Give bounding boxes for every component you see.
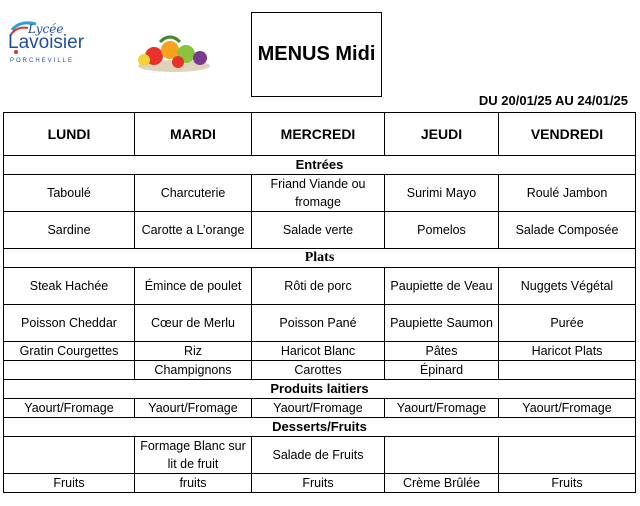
menu-cell: Poisson Pané	[252, 305, 385, 342]
section-row-plats	[4, 249, 636, 268]
menu-cell: Épinard	[385, 361, 499, 380]
table-row	[4, 175, 636, 212]
day-header: JEUDI	[385, 113, 499, 156]
menu-cell: Champignons	[135, 361, 252, 380]
day-header: MERCREDI	[252, 113, 385, 156]
menu-cell: Friand Viande ou fromage	[252, 175, 385, 212]
table-row	[4, 437, 636, 474]
menu-cell: Charcuterie	[135, 175, 252, 212]
menu-cell: Rôti de porc	[252, 268, 385, 305]
menu-cell: Poisson Cheddar	[4, 305, 135, 342]
menu-cell	[499, 437, 636, 474]
menu-cell: Yaourt/Fromage	[4, 399, 135, 418]
menu-cell: Taboulé	[4, 175, 135, 212]
lycee-lavoisier-logo	[6, 18, 88, 68]
menu-cell: Yaourt/Fromage	[135, 399, 252, 418]
table-row	[4, 474, 636, 493]
menu-cell: Carottes	[252, 361, 385, 380]
menu-cell: Surimi Mayo	[385, 175, 499, 212]
menu-cell: Pâtes	[385, 342, 499, 361]
menu-cell: Steak Hachée	[4, 268, 135, 305]
menu-cell: Riz	[135, 342, 252, 361]
menu-cell: Haricot Blanc	[252, 342, 385, 361]
menu-cell: Salade Composée	[499, 212, 636, 249]
menu-cell: Yaourt/Fromage	[385, 399, 499, 418]
table-row	[4, 268, 636, 305]
menu-cell: Émince de poulet	[135, 268, 252, 305]
section-label: Desserts/Fruits	[4, 418, 636, 437]
menu-cell	[499, 361, 636, 380]
table-row	[4, 342, 636, 361]
table-row	[4, 305, 636, 342]
menu-cell: Fruits	[252, 474, 385, 493]
menu-cell: Paupiette de Veau	[385, 268, 499, 305]
section-label: Plats	[4, 249, 636, 268]
section-row-laitiers	[4, 380, 636, 399]
menu-cell	[4, 437, 135, 474]
menu-cell: Roulé Jambon	[499, 175, 636, 212]
menu-cell: fruits	[135, 474, 252, 493]
menu-table	[3, 112, 636, 493]
menu-cell: Gratin Courgettes	[4, 342, 135, 361]
menu-cell: Nuggets Végétal	[499, 268, 636, 305]
menu-cell: Formage Blanc sur lit de fruit	[135, 437, 252, 474]
menu-cell: Salade verte	[252, 212, 385, 249]
day-header: VENDREDI	[499, 113, 636, 156]
days-header-row	[4, 113, 636, 156]
table-row	[4, 212, 636, 249]
table-row	[4, 399, 636, 418]
day-header: LUNDI	[4, 113, 135, 156]
menu-cell: Salade de Fruits	[252, 437, 385, 474]
menu-title: MENUS Midi	[251, 12, 382, 97]
menu-cell: Haricot Plats	[499, 342, 636, 361]
section-row-entrees	[4, 156, 636, 175]
section-label: Produits laitiers	[4, 380, 636, 399]
menu-cell: Purée	[499, 305, 636, 342]
menu-cell: Crème Brûlée	[385, 474, 499, 493]
logo-city-text: PORCHEVILLE	[10, 58, 75, 64]
fruit-basket-icon	[130, 32, 216, 74]
menu-cell: Cœur de Merlu	[135, 305, 252, 342]
logo-lycee-text: Lycée	[28, 22, 64, 36]
section-row-desserts	[4, 418, 636, 437]
day-header: MARDI	[135, 113, 252, 156]
menu-cell: Pomelos	[385, 212, 499, 249]
menu-cell: Fruits	[499, 474, 636, 493]
logo-name-text: Lavoisier	[8, 32, 85, 53]
menu-cell: Carotte a L’orange	[135, 212, 252, 249]
menu-cell: Paupiette Saumon	[385, 305, 499, 342]
menu-cell: Yaourt/Fromage	[252, 399, 385, 418]
menu-cell	[385, 437, 499, 474]
menu-cell: Yaourt/Fromage	[499, 399, 636, 418]
menu-cell: Sardine	[4, 212, 135, 249]
menu-cell: Fruits	[4, 474, 135, 493]
menu-cell	[4, 361, 135, 380]
table-row	[4, 361, 636, 380]
section-label: Entrées	[4, 156, 636, 175]
date-range: DU 20/01/25 AU 24/01/25	[478, 93, 628, 108]
